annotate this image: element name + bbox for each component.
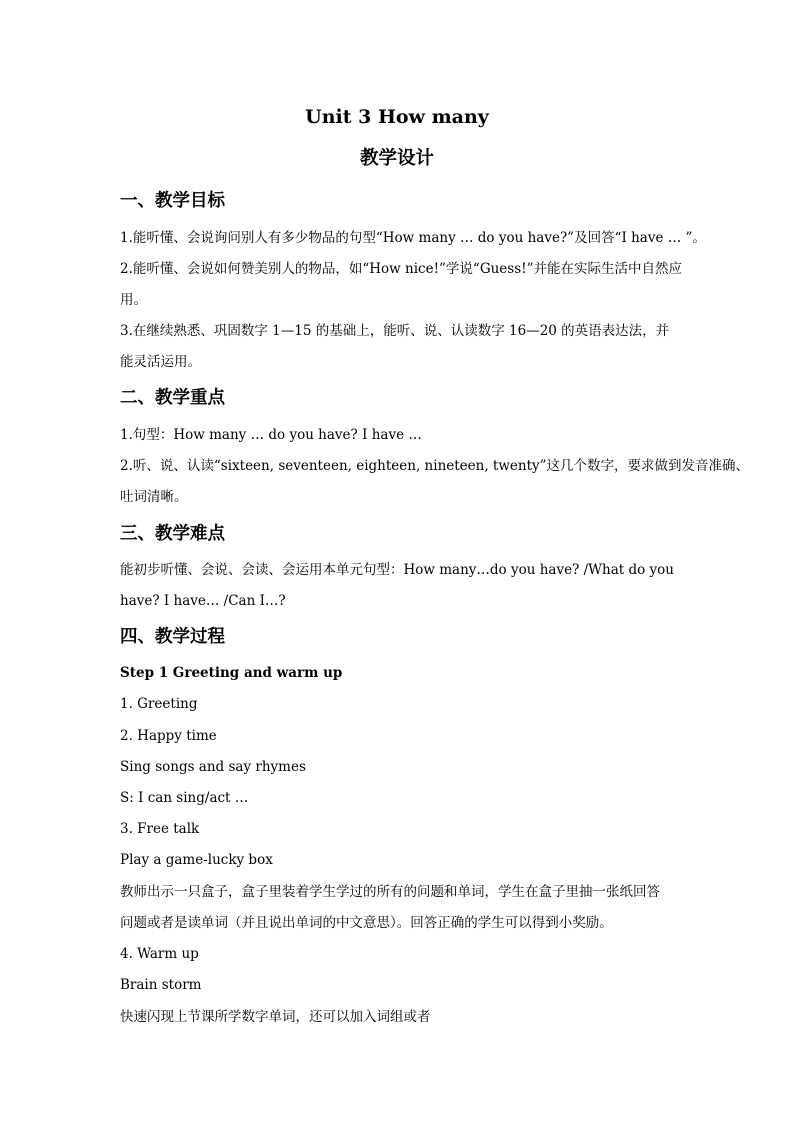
process-line: 教师出示一只盒子，盒子里装着学生学过的所有的问题和单词，学生在盒子里抽一张纸回答: [120, 884, 660, 900]
process-line: 问题或者是读单词（并且说出单词的中文意思）。回答正确的学生可以得到小奖励。: [120, 915, 613, 931]
objective-line: 2.能听懂、会说如何赞美别人的物品，如“How nice!”学说“Guess!”并能在实际生活中自然应: [120, 261, 682, 277]
process-line: 4. Warm up: [120, 946, 199, 962]
section-heading-objectives: 一、教学目标: [120, 191, 225, 211]
key-point-line: 吐词清晰。: [120, 489, 188, 505]
process-line: 3. Free talk: [120, 821, 200, 837]
document-title: Unit 3 How many: [305, 106, 489, 128]
section-heading-process: 四、教学过程: [120, 627, 225, 647]
objective-line: 1.能听懂、会说询问别人有多少物品的句型“How many … do you have?”及回答“I have … ”。: [120, 230, 706, 246]
process-line: Brain storm: [120, 977, 202, 993]
process-line: Play a game-lucky box: [120, 852, 273, 868]
step-heading: Step 1 Greeting and warm up: [120, 665, 343, 681]
difficulty-line: have? I have… /Can I…?: [120, 593, 286, 609]
document-subtitle: 教学设计: [359, 148, 434, 169]
key-point-line: 2.听、说、认读“sixteen, seventeen, eighteen, nineteen, twenty”这几个数字，要求做到发音准确、: [120, 458, 750, 474]
process-line: 1. Greeting: [120, 696, 198, 712]
key-point-line: 1.句型：How many … do you have? I have …: [120, 427, 422, 443]
process-line: 快速闪现上节课所学数字单词，还可以加入词组或者: [120, 1009, 431, 1025]
process-line: 2. Happy time: [120, 728, 217, 744]
difficulty-line: 能初步听懂、会说、会读、会运用本单元句型：How many…do you have? /What do you: [120, 562, 675, 578]
objective-line: 用。: [120, 292, 147, 308]
objective-line: 能灵活运用。: [120, 354, 201, 370]
process-line: Sing songs and say rhymes: [120, 759, 306, 775]
section-heading-difficulties: 三、教学难点: [120, 524, 225, 544]
process-line: S: I can sing/act …: [120, 790, 249, 806]
objective-line: 3.在继续熟悉、巩固数字 1—15 的基础上，能听、说、认读数字 16—20 的英语表达法，并: [120, 323, 670, 339]
section-heading-key-points: 二、教学重点: [120, 388, 225, 408]
